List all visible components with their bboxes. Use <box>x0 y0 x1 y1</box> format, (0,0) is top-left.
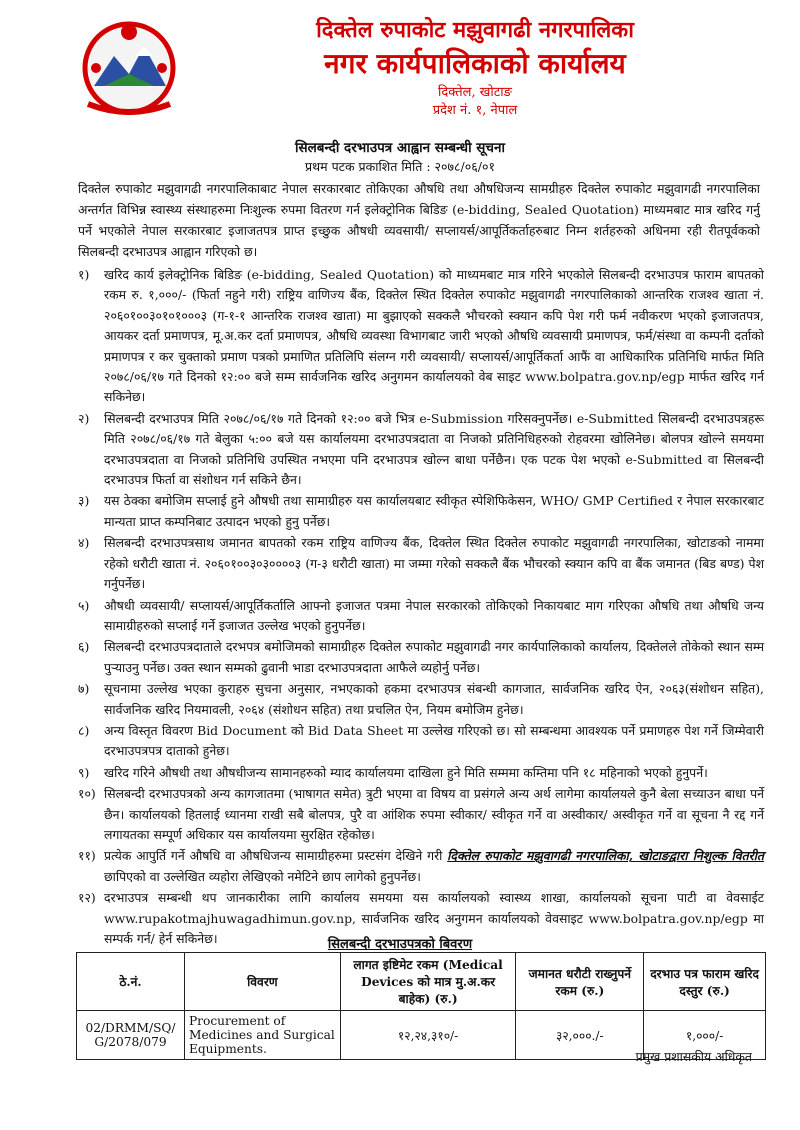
clause-number: ९) <box>78 764 90 780</box>
clause-item <box>78 763 764 783</box>
clause-number: १) <box>78 267 90 282</box>
clause-text: अन्य विस्तृत विवरण Bid Document को Bid Data Sheet मा उल्लेख गरिएको छ। सो सम्बन्धमा आवश्यक पर्ने प्रमाणहरु पेश गर्ने जिम्मेवारी दरभाउपत्रपत्र दाताको हुनेछ। <box>104 722 764 759</box>
clause-text: खरिद कार्य इलेक्ट्रोनिक बिडिङ (e-bidding, Sealed Quotation) को माध्यमबाट मात्र गरिने भएकोले सिलबन्दी दरभाउपत्र फाराम बापतको रकम रु. १,०००/- (फिर्ता नहुने गरी) राष्ट्रिय वाणिज्य बैंक, दिक्तेल स्थित दिक्तेल रुपाकोट मझुवागढी नगरपालिकाको आन्तरिक राजश्व खाता नं. २०६०१००३०१०१०००३ (ग-१-१ आन्तरिक राजश्व खाता) मा बुझाएको सक्कलै भौचरको स्क्यान कपि पेश गरी फर्म नवीकरण भएको इजाजतपत्र, आयकर दर्ता प्रमाणपत्र, मू.अ.कर दर्ता प्रमाणपत्र, औषधि व्यवस्था विभागबाट जारी भएको औषधि व्यवसायी प्रमाणपत्र, फर्म/संस्था वा कम्पनी दर्ताको प्रमाणपत्र र कर चुक्ताको प्रमाण पत्रको प्रमाणित प्रतिलिपि संलग्न गरी व्यवसायी/ सप्लायर्स/आपूर्तिकर्ता आफैं वा आधिकारिक प्रतिनिधि मार्फत मिति २०७८/०६/१७ गते दिनको १२:०० बजे सम्म सार्वजनिक खरिद अनुगमन कार्यालयको वेब साइट www.bolpatra.gov.np/egp मार्फत खरिद गर्न सकिनेछ। <box>104 267 764 405</box>
column-header: दरभाउ पत्र फाराम खरिद दस्तुर (रु.) <box>644 953 766 1011</box>
clause-text: सिलबन्दी दरभाउपत्र मिति २०७८/०६/१७ गते दिनको १२:०० बजे भित्र e-Submission गरिसक्नुपर्नेछ। e-Submitted सिलबन्दी दरभाउपत्रहरू मिति २०७८/०६/१७ गते बेलुका ५:०० बजे यस कार्यालयमा दरभाउपत्रदाता वा निजको प्रतिनिधिहरुको रोहवरमा खोलिनेछ। बोलपत्र खोल्ने समयमा दरभाउपत्रदाता वा निजको प्रतिनिधि उपस्थित नभएमा पनि दरभाउपत्र खोल्न बाधा पर्नेछैन। एक पटक पेश भएको e-Submitted वा सिलबन्दी दरभाउपत्र फिर्ता वा संशोधन गर्न सकिने छैन। <box>104 410 764 488</box>
clause-text: दरभाउपत्र सम्बन्धी थप जानकारीका लागि कार्यालय समयमा यस कार्यालयको स्वास्थ्य शाखा, कार्यालयको सूचना पाटी वा वेवसाईट www.rupakotmajhuwagadhimun.gov.np, सार्वजनिक खरिद अनुगमन कार्यालयको वेवसाइट www.bolpatra.gov.np/egp मा सम्पर्क गर्न/ हेर्न सकिनेछ। <box>104 890 764 946</box>
column-header: ठे.नं. <box>77 953 185 1011</box>
fee-cell: १,०००/- <box>644 1011 766 1060</box>
clause-item <box>78 265 764 408</box>
clause-item <box>78 846 764 887</box>
clause-item <box>78 533 764 594</box>
clause-item <box>78 409 764 491</box>
clause-number: ५) <box>78 597 90 613</box>
office-province: प्रदेश नं. १, नेपाल <box>432 103 518 118</box>
clause-text-post: छापिएको वा उल्लेखित व्यहोरा लेखिएको नमेटिने छाप लागेको हुनुपर्नेछ। <box>104 868 421 884</box>
clause-number: १०) <box>78 786 96 802</box>
clause-number: ४) <box>78 535 90 551</box>
clause-number: ३) <box>78 493 90 509</box>
clause-item <box>78 679 764 720</box>
clause-number: ६) <box>78 639 90 655</box>
notice-title: सिलबन्दी दरभाउपत्र आह्वान सम्बन्धी सूचना <box>295 140 505 156</box>
signature-title: प्रमुख प्रशासकीय अधिकृत <box>635 1049 752 1064</box>
clause-text: औषधी व्यवसायी/ सप्लायर्स/आपूर्तिकर्तालि आफ्नो इजाजत पत्रमा नेपाल सरकारको तोकिएको निकायबाट माग गरिएका औषधि तथा औषधि जन्य सामाग्रीहरुको सप्लाई गर्ने इजाजत उल्लेख भएको हुनुपर्नेछ। <box>104 597 764 633</box>
clause-text: सिलबन्दी दरभाउपत्रको अन्य कागजातमा (भाषागत समेत) त्रुटी भएमा वा विषय वा प्रसंगले अन्य अर्थ लागेमा कार्यालयले कुनै बेला सच्याउन बाधा पर्ने छैन। कार्यालयको हितलाई ध्यानमा राखी सबै बोलपत्र, पुरै वा आंशिक रुपमा स्वीकार/ स्वीकृत गर्ने वा अस्वीकार/ अस्वीकृत गर्ने वा सूचना नै रद्द गर्ने लगायतका सम्पूर्ण अधिकार यस कार्यालयमा सुरक्षित रहेकोछ। <box>104 786 764 842</box>
column-header: लागत इष्टिमेट रकम (Medical Devices को मात्र मु.अ.कर बाहेक) (रु.) <box>340 953 516 1011</box>
notice-intro: दिक्तेल रुपाकोट मझुवागढी नगरपालिकाबाट नेपाल सरकारबाट तोकिएका औषधि तथा औषधिजन्य सामग्रीहरु दिक्तेल रुपाकोट मझुवागढी नगरपालिका अन्तर्गत विभिन्न स्वास्थ्य संस्थाहरुमा निःशुल्क रुपमा वितरण गर्न इलेक्ट्रोनिक बिडिङ (e-bidding, Sealed Quotation) माध्यमबाट मात्र खरिद गर्नु पर्ने भएकोले नेपाल सरकारबाट इजाजतपत्र प्राप्त इच्छुक औषधी व्यवसायी/ सप्लायर्स/आपूर्तिकर्ताहरुबाट निम्न शर्तहरुको अधिनमा रही रीतपूर्वकको सिलबन्दी दरभाउपत्र आह्वान गरिएको छ। <box>78 181 760 259</box>
clause-item <box>78 721 764 762</box>
clause-text: सूचनामा उल्लेख भएका कुराहरु सुचना अनुसार, नभएकाको हकमा दरभाउपत्र संबन्धी कागजात, सार्वजनिक खरिद ऐन, २०६३(संशोधन सहित), सार्वजनिक खरिद नियमावली, २०६४ (संशोधन सहित) तथा प्रचलित ऐन, नियम बमोजिम हुनेछ। <box>104 681 764 717</box>
clause-item <box>78 491 764 532</box>
clause-number: २) <box>78 410 90 426</box>
description-cell: Procurement of Medicines and Surgical Equipments. <box>184 1011 340 1060</box>
clause-number: ८) <box>78 722 90 738</box>
table-title: सिलबन्दी दरभाउपत्रको बिवरण <box>327 937 473 952</box>
clause-number: ११) <box>78 848 96 864</box>
column-header: जमानत धरौटी राख्नुपर्ने रकम (रु.) <box>516 953 644 1011</box>
clause-number: ७) <box>78 681 90 697</box>
clause-text: सिलबन्दी दरभाउपत्रदाताले दरभपत्र बमोजिमको सामाग्रीहरु दिक्तेल रुपाकोट मझुवागढी नगर कार्यपालिकाको कार्यालय, दिक्तेलले तोकेको स्थान सम्म पुऱ्याउनु पर्नेछ। उक्त स्थान सम्मको ढुवानी भाडा दरभाउपत्रदाता आफैले व्यहोर्नु पर्नेछ। <box>104 639 764 675</box>
published-date: प्रथम पटक प्रकाशित मिति : २०७८/०६/०१ <box>305 159 495 174</box>
clause-list <box>78 265 764 950</box>
clause-text <box>104 846 764 887</box>
clause-text: खरिद गरिने औषधी तथा औषधीजन्य सामानहरुको म्याद कार्यालयमा दाखिला हुने मिति सम्ममा कम्तिमा पनि १८ महिनाको भएको हुनुपर्ने। <box>104 764 708 780</box>
security-cell: ३२,०००./- <box>516 1011 644 1060</box>
table-header-row <box>77 953 766 1011</box>
office-name: नगर कार्यपालिकाको कार्यालय <box>324 47 626 80</box>
clause-text: सिलबन्दी दरभाउपत्रसाथ जमानत बापतको रकम राष्ट्रिय वाणिज्य बैंक, दिक्तेल स्थित दिक्तेल रुपाकोट मझुवागढी नगरपालिका, खोटाङको नाममा रहेको धरौटी खाता नं. २०६०१००३०३००००३ (ग-३ धरौटी खाता) मा जम्मा गरेको सक्कलै बैंक भौचरको स्क्यान कपि वा बैंक जमानत (बिड बण्ड) पेश गर्नुपर्नेछ। <box>104 535 764 592</box>
clause-number: १२) <box>78 890 96 906</box>
quotation-table <box>76 952 766 1060</box>
estimate-cell: १२,२४,३१०/- <box>340 1011 516 1060</box>
clause-item <box>78 784 764 845</box>
contract-number-cell: 02/DRMM/SQ/ G/2078/079 <box>77 1011 185 1060</box>
clause-text-pre: प्रत्येक आपुर्ति गर्ने औषधि वा औषधिजन्य सामाग्रीहरुमा प्रस्टसंग देखिने गरी <box>104 848 448 864</box>
clause-text: यस ठेक्का बमोजिम सप्लाई हुने औषधी तथा सामाग्रीहरु यस कार्यालयबाट स्वीकृत स्पेशिफिकेसन, WHO/ GMP Certified र नेपाल सरकारबाट मान्यता प्राप्त कम्पनिबाट उत्पादन भएको हुनु पर्नेछ। <box>104 493 764 529</box>
clause-emphasis: दिक्तेल रुपाकोट मझुवागढी नगरपालिका, खोटाङद्वारा निशुल्क वितरीत <box>447 848 764 864</box>
clause-item <box>78 637 764 678</box>
office-location: दिक्तेल, खोटाङ <box>438 85 512 100</box>
clause-item <box>78 596 764 637</box>
column-header: विवरण <box>184 953 340 1011</box>
municipality-name: दिक्तेल रुपाकोट मझुवागढी नगरपालिका <box>316 17 634 43</box>
